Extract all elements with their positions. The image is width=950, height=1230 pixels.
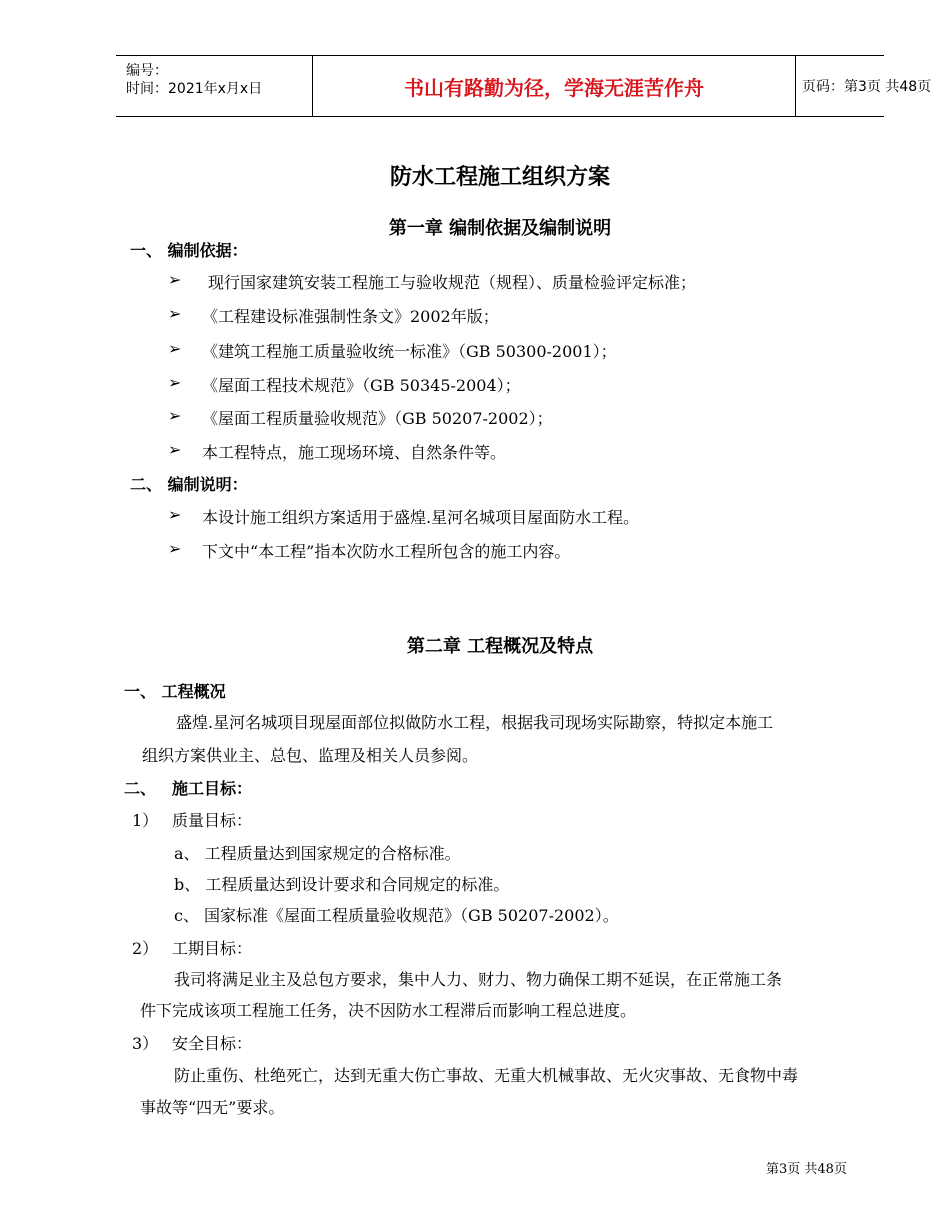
date-label: 时间：2021年x月x日 xyxy=(126,81,263,97)
header-motto: 书山有路勤为径，学海无涯苦作舟 xyxy=(312,56,796,116)
bullet-arrow-icon: ➢ xyxy=(168,505,182,524)
basis-item: 《建筑工程施工质量验收统一标准》（GB 50300-2001）； xyxy=(202,342,617,361)
goal-title: 工期目标： xyxy=(172,939,253,958)
page-footer: 第3页 共48页 xyxy=(766,1162,847,1177)
chapter1-section2: 二、 编制说明： xyxy=(130,475,248,494)
explanation-item: 本设计施工组织方案适用于盛煌.星河名城项目屋面防水工程。 xyxy=(202,508,640,527)
bullet-arrow-icon: ➢ xyxy=(168,373,182,392)
document-title: 防水工程施工组织方案 xyxy=(389,165,610,190)
basis-item: 《屋面工程质量验收规范》（GB 50207-2002）； xyxy=(202,409,553,428)
bullet-arrow-icon: ➢ xyxy=(168,539,182,558)
header-left-cell xyxy=(116,56,312,116)
goal-number: 1） xyxy=(132,811,159,830)
quality-goal-item: b、 工程质量达到设计要求和合同规定的标准。 xyxy=(174,875,510,894)
goal-number: 2） xyxy=(132,939,159,958)
chapter1-heading: 第一章 编制依据及编制说明 xyxy=(388,218,612,239)
goal-title: 安全目标： xyxy=(172,1034,253,1053)
bullet-arrow-icon: ➢ xyxy=(168,406,182,425)
overview-paragraph-line: 盛煌.星河名城项目现屋面部位拟做防水工程，根据我司现场实际勘察，特拟定本施工 xyxy=(176,713,774,732)
basis-item: 《屋面工程技术规范》（GB 50345-2004）； xyxy=(202,376,521,395)
quality-goal-item: a、 工程质量达到国家规定的合格标准。 xyxy=(174,844,461,863)
bullet-arrow-icon: ➢ xyxy=(168,339,182,358)
safety-goal-line: 事故等“四无”要求。 xyxy=(140,1098,285,1117)
header-page-label: 页码：第3页 共48页 xyxy=(802,79,932,95)
chapter2-section2-number: 二、 xyxy=(124,779,157,798)
bullet-arrow-icon: ➢ xyxy=(168,270,182,289)
safety-goal-line: 防止重伤、杜绝死亡，达到无重大伤亡事故、无重大机械事故、无火灾事故、无食物中毒 xyxy=(174,1066,799,1085)
quality-goal-item: c、 国家标准《屋面工程质量验收规范》（GB 50207-2002）。 xyxy=(174,906,619,925)
basis-item: 本工程特点，施工现场环境、自然条件等。 xyxy=(202,443,507,462)
basis-item: 《工程建设标准强制性条文》2002年版； xyxy=(202,307,499,326)
basis-item: 现行国家建筑安装工程施工与验收规范（规程）、质量检验评定标准； xyxy=(208,273,697,292)
chapter2-section2-title: 施工目标： xyxy=(172,779,253,798)
goal-number: 3） xyxy=(132,1034,159,1053)
page-header xyxy=(116,55,932,117)
number-label: 编号： xyxy=(126,63,168,79)
chapter2-heading: 第二章 工程概况及特点 xyxy=(406,636,594,657)
schedule-goal-line: 件下完成该项工程施工任务，决不因防水工程滞后而影响工程总进度。 xyxy=(140,1001,637,1020)
chapter1-section1: 一、 编制依据： xyxy=(130,241,248,260)
bullet-arrow-icon: ➢ xyxy=(168,440,182,459)
chapter2-section1: 一、 工程概况 xyxy=(124,682,226,701)
overview-paragraph-line: 组织方案供业主、总包、监理及相关人员参阅。 xyxy=(142,746,479,765)
bullet-arrow-icon: ➢ xyxy=(168,304,182,323)
goal-title: 质量目标： xyxy=(172,811,253,830)
explanation-item: 下文中“本工程”指本次防水工程所包含的施工内容。 xyxy=(202,542,571,561)
schedule-goal-line: 我司将满足业主及总包方要求，集中人力、财力、物力确保工期不延误，在正常施工条 xyxy=(174,970,783,989)
